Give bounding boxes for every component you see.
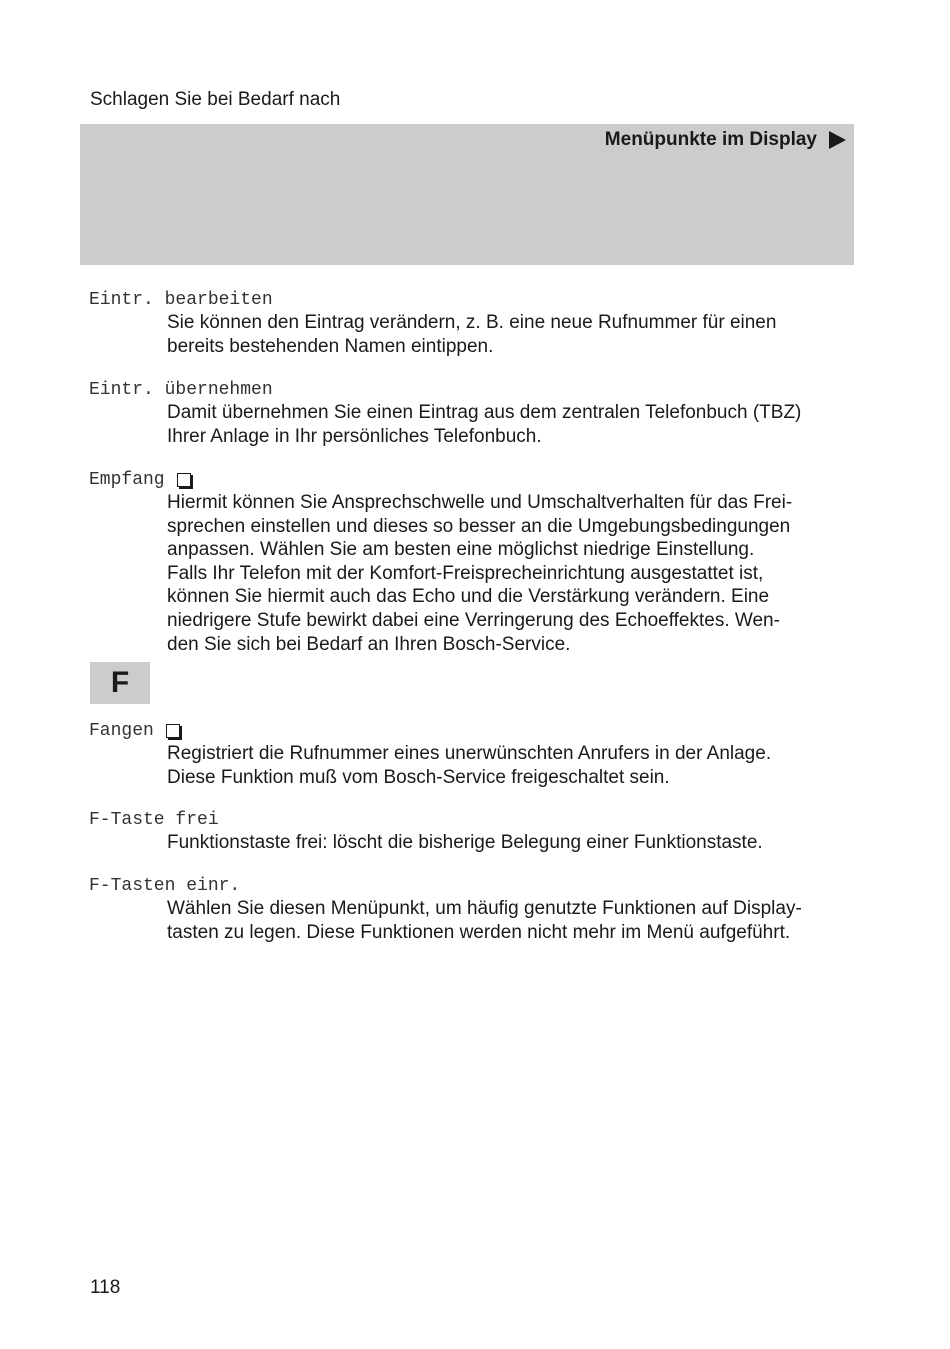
section-letter-tab: F bbox=[90, 662, 150, 704]
menu-term-label: F-Taste frei bbox=[89, 810, 219, 830]
description-line: Registriert die Rufnummer eines unerwünschten Anrufers in der Anlage. bbox=[167, 743, 772, 764]
menu-description bbox=[167, 897, 857, 944]
menu-term-label: F-Tasten einr. bbox=[89, 876, 241, 896]
menu-term-label: Empfang bbox=[89, 470, 165, 490]
menu-description bbox=[167, 311, 857, 358]
description-line: Hiermit können Sie Ansprechschwelle und Umschaltverhalten für das Frei- bbox=[167, 492, 793, 513]
checkbox-icon bbox=[177, 473, 191, 487]
section-banner bbox=[80, 124, 854, 265]
checkbox-icon bbox=[166, 724, 180, 738]
page-number: 118 bbox=[90, 1277, 121, 1298]
menu-description bbox=[167, 491, 857, 656]
description-line: sprechen einstellen und dieses so besser an die Umgebungsbedingungen bbox=[167, 515, 791, 537]
menu-term bbox=[89, 720, 180, 742]
description-line: den Sie sich bei Bedarf an Ihren Bosch-Service. bbox=[167, 633, 571, 655]
menu-description bbox=[167, 742, 857, 789]
description-line: anpassen. Wählen Sie am besten eine möglichst niedrige Einstellung. bbox=[167, 539, 755, 561]
menu-description bbox=[167, 831, 857, 855]
menu-term bbox=[89, 289, 273, 311]
menu-term bbox=[89, 875, 240, 897]
description-line: Wählen Sie diesen Menüpunkt, um häufig genutzte Funktionen auf Display- bbox=[167, 898, 802, 919]
banner-title: Menüpunkte im Display bbox=[604, 129, 817, 150]
description-line: tasten zu legen. Diese Funktionen werden nicht mehr im Menü aufgeführt. bbox=[167, 921, 791, 943]
running-head: Schlagen Sie bei Bedarf nach bbox=[90, 89, 341, 110]
description-line: Damit übernehmen Sie einen Eintrag aus dem zentralen Telefonbuch (TBZ) bbox=[167, 402, 802, 423]
triangle-right-icon bbox=[829, 131, 846, 149]
description-line: Ihrer Anlage in Ihr persönliches Telefonbuch. bbox=[167, 425, 542, 447]
banner-title-group bbox=[605, 127, 846, 153]
menu-term-label: Eintr. bearbeiten bbox=[89, 290, 273, 310]
description-line: bereits bestehenden Namen eintippen. bbox=[167, 335, 494, 357]
description-line: Sie können den Eintrag verändern, z. B. eine neue Rufnummer für einen bbox=[167, 312, 777, 333]
menu-term bbox=[89, 379, 273, 401]
menu-description bbox=[167, 401, 857, 448]
description-line: niedrigere Stufe bewirkt dabei eine Verringerung des Echoeffektes. Wen- bbox=[167, 609, 780, 631]
menu-term-label: Eintr. übernehmen bbox=[89, 380, 273, 400]
menu-term bbox=[89, 469, 191, 491]
description-line: können Sie hiermit auch das Echo und die Verstärkung verändern. Eine bbox=[167, 586, 770, 608]
menu-term-label: Fangen bbox=[89, 721, 154, 741]
description-line: Diese Funktion muß vom Bosch-Service freigeschaltet sein. bbox=[167, 766, 670, 788]
description-line: Falls Ihr Telefon mit der Komfort-Freisprecheinrichtung ausgestattet ist, bbox=[167, 562, 764, 584]
description-line: Funktionstaste frei: löscht die bisherige Belegung einer Funktionstaste. bbox=[167, 832, 763, 853]
menu-term bbox=[89, 809, 219, 831]
